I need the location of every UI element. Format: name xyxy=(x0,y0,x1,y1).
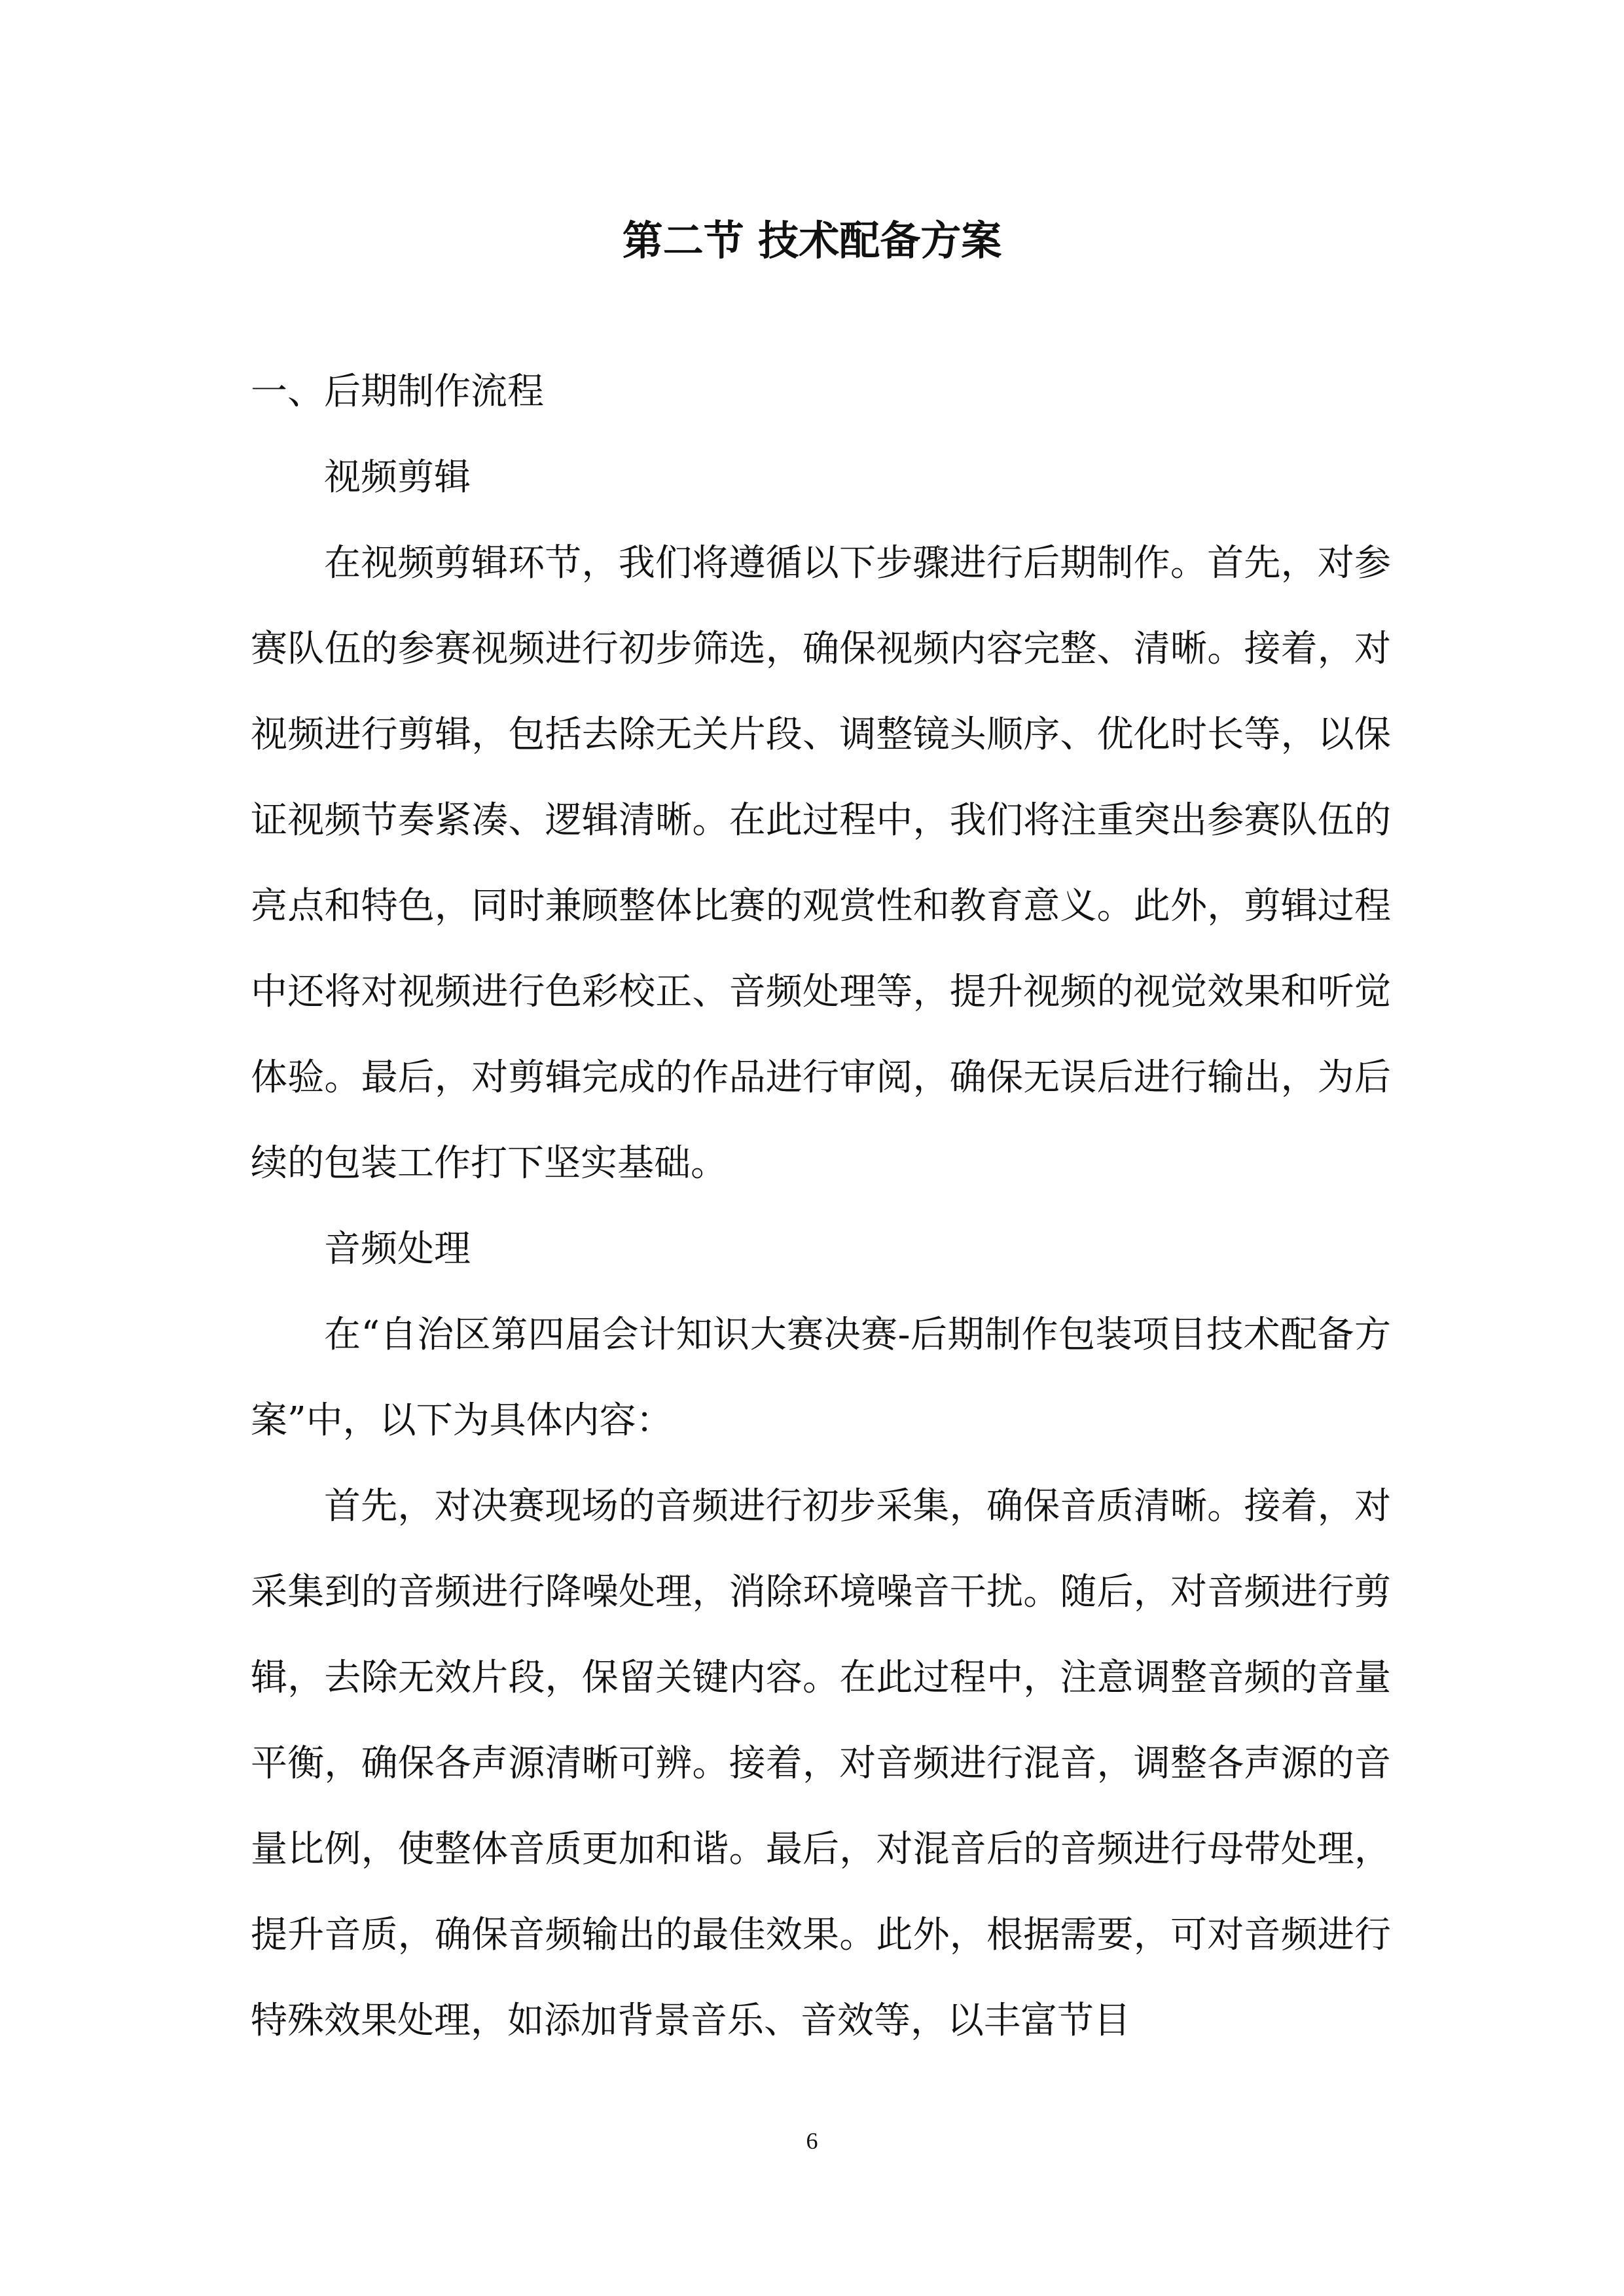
document-body xyxy=(251,349,1391,2064)
paragraph-audio-intro: 在“自治区第四届会计知识大赛决赛-后期制作包装项目技术配备方案”中，以下为具体内容： xyxy=(251,1314,1391,1442)
paragraph-audio-processing: 首先，对决赛现场的音频进行初步采集，确保音质清晰。接着，对采集到的音频进行降噪处理，消除环境噪音干扰。随后，对音频进行剪辑，去除无效片段，保留关键内容。在此过程中，注意调整音频的音量平衡，确保各声源清晰可辨。接着，对音频进行混音，调整各声源的音量比例，使整体音质更加和谐。最后，对混音后的音频进行母带处理，提升音质，确保音频输出的最佳效果。此外，根据需要，可对音频进行特殊效果处理，如添加背景音乐、音效等，以丰富节目 xyxy=(251,1485,1391,2042)
subheading-video-editing: 视频剪辑 xyxy=(324,456,471,499)
page-number: 6 xyxy=(806,2128,818,2154)
paragraph-video-editing: 在视频剪辑环节，我们将遵循以下步骤进行后期制作。首先，对参赛队伍的参赛视频进行初步筛选，确保视频内容完整、清晰。接着，对视频进行剪辑，包括去除无关片段、调整镜头顺序、优化时长等，以保证视频节奏紧凑、逻辑清晰。在此过程中，我们将注重突出参赛队伍的亮点和特色，同时兼顾整体比赛的观赏性和教育意义。此外，剪辑过程中还将对视频进行色彩校正、音频处理等，提升视频的视觉效果和听觉体验。最后，对剪辑完成的作品进行审阅，确保无误后进行输出，为后续的包装工作打下坚实基础。 xyxy=(251,542,1391,1185)
subheading-audio-processing: 音频处理 xyxy=(324,1228,471,1270)
section-heading: 一、后期制作流程 xyxy=(251,370,544,413)
page-title: 第二节 技术配备方案 xyxy=(622,217,1002,264)
